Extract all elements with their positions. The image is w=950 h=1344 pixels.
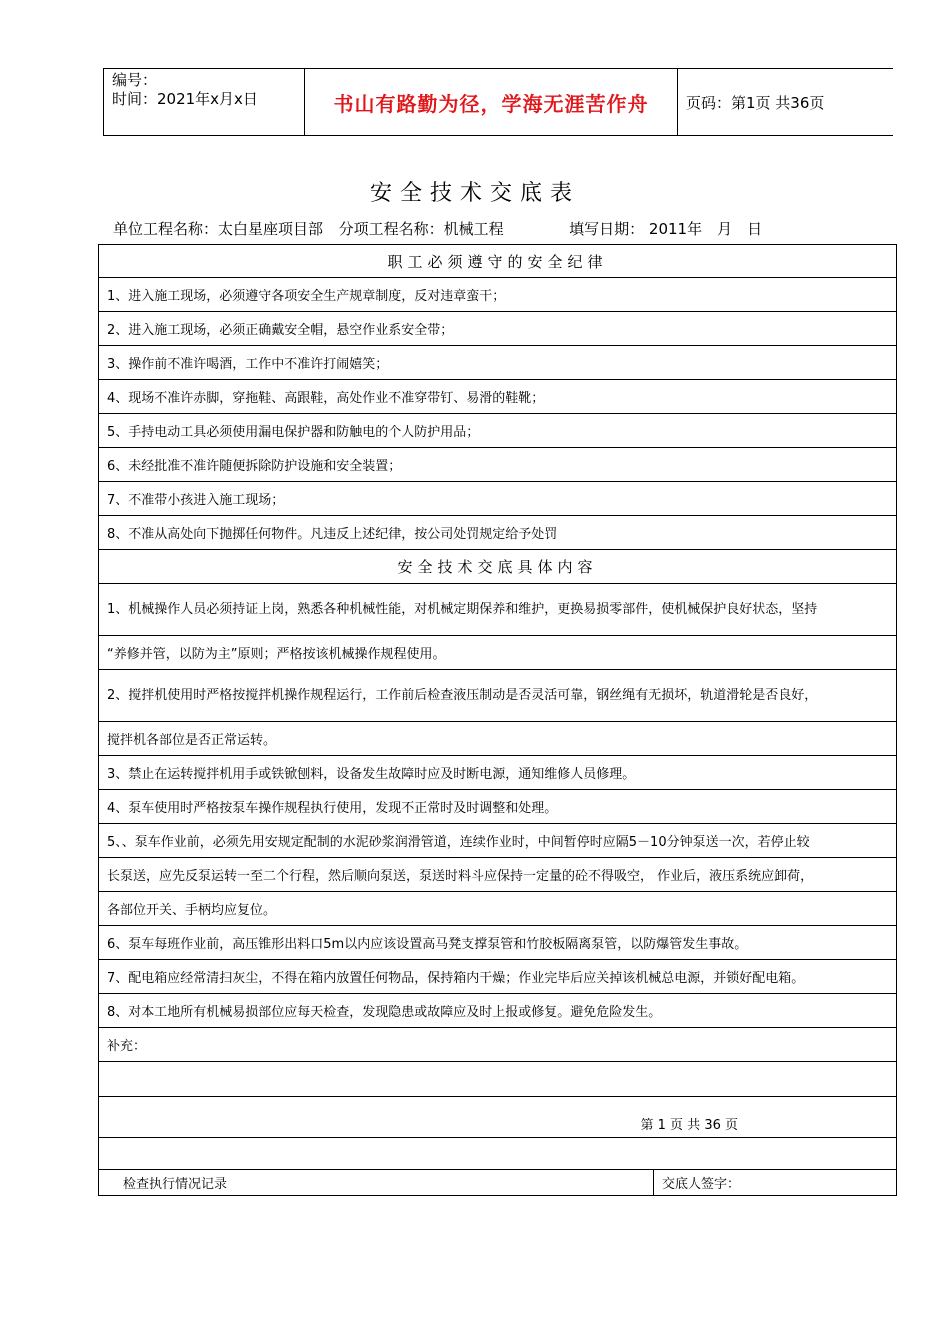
table-row bbox=[99, 380, 897, 414]
discipline-item: 2、进入施工现场，必须正确戴安全帽，悬空作业系安全带； bbox=[99, 312, 897, 346]
content-heading: 安全技术交底具体内容 bbox=[99, 550, 897, 584]
table-row bbox=[99, 824, 897, 858]
table-row bbox=[99, 670, 897, 722]
discipline-heading: 职工必须遵守的安全纪律 bbox=[99, 245, 897, 278]
table-row bbox=[99, 448, 897, 482]
discipline-item: 6、未经批准不准许随便拆除防护设施和安全装置； bbox=[99, 448, 897, 482]
content-item: 4、泵车使用时严格按泵车操作规程执行使用，发现不正常时及时调整和处理。 bbox=[99, 790, 897, 824]
page-footer: 第 1 页 共 36 页 bbox=[99, 1097, 897, 1138]
table-row bbox=[99, 756, 897, 790]
table-row bbox=[99, 722, 897, 756]
discipline-item: 8、不准从高处向下抛掷任何物件。凡违反上述纪律，按公司处罚规定给予处罚 bbox=[99, 516, 897, 550]
discipline-item: 1、进入施工现场，必须遵守各项安全生产规章制度，反对违章蛮干； bbox=[99, 278, 897, 312]
content-item: 8、对本工地所有机械易损部位应每天检查，发现隐患或故障应及时上报或修复。避免危险发生。 bbox=[99, 994, 897, 1028]
content-item: 3、禁止在运转搅拌机用手或铁锨刨料，设备发生故障时应及时断电源，通知维修人员修理。 bbox=[99, 756, 897, 790]
content-item: 2、搅拌机使用时严格按搅拌机操作规程运行，工作前后检查液压制动是否灵活可靠，钢丝绳有无损坏，轨道滑轮是否良好， bbox=[99, 670, 897, 722]
table-row bbox=[99, 636, 897, 670]
content-item: 1、机械操作人员必须持证上岗，熟悉各种机械性能，对机械定期保养和维护，更换易损零部件，使机械保护良好状态，坚持 bbox=[99, 584, 897, 636]
signature-row bbox=[99, 1170, 897, 1196]
table-row bbox=[99, 312, 897, 346]
content-item: “养修并管，以防为主”原则；严格按该机械操作规程使用。 bbox=[99, 636, 897, 670]
content-item: 5、、泵车作业前，必须先用安规定配制的水泥砂浆润滑管道，连续作业时，中间暂停时应隔5－10分钟泵送一次，若停止较 bbox=[99, 824, 897, 858]
blank-row bbox=[99, 1062, 897, 1097]
table-row bbox=[99, 926, 897, 960]
document-title: 安全技术交底表 bbox=[369, 181, 580, 206]
number-label: 编号： bbox=[112, 71, 158, 89]
table-row bbox=[99, 790, 897, 824]
page-footer-row bbox=[99, 1097, 897, 1138]
table-row bbox=[99, 584, 897, 636]
supplement-row bbox=[99, 1028, 897, 1062]
content-item: 长泵送，应先反泵运转一至二个行程，然后顺向泵送，泵送时料斗应保持一定量的砼不得吸空， 作业后，液压系统应卸荷， bbox=[99, 858, 897, 892]
slogan: 书山有路勤为径，学海无涯苦作舟 bbox=[305, 69, 678, 135]
sub-project-name: 分项工程名称：机械工程 bbox=[338, 220, 504, 238]
table-row bbox=[99, 858, 897, 892]
discipline-heading-row bbox=[99, 245, 897, 278]
content-item: 6、泵车每班作业前，高压锥形出料口5m以内应该设置高马凳支撑泵管和竹胶板隔离泵管，以防爆管发生事故。 bbox=[99, 926, 897, 960]
blank-cell bbox=[99, 1138, 897, 1170]
content-item: 搅拌机各部位是否正常运转。 bbox=[99, 722, 897, 756]
discipline-item: 3、操作前不准许喝酒，工作中不准许打闹嬉笑； bbox=[99, 346, 897, 380]
table-row bbox=[99, 414, 897, 448]
table-row bbox=[99, 892, 897, 926]
content-item: 各部位开关、手柄均应复位。 bbox=[99, 892, 897, 926]
blank-row bbox=[99, 1138, 897, 1170]
unit-project-name: 单位工程名称：太白星座项目部 bbox=[113, 220, 324, 238]
content-item: 7、配电箱应经常清扫灰尘，不得在箱内放置任何物品，保持箱内干燥；作业完毕后应关掉该机械总电源，并锁好配电箱。 bbox=[99, 960, 897, 994]
header-box bbox=[103, 68, 893, 136]
blank-cell bbox=[99, 1062, 897, 1097]
discipline-item: 7、不准带小孩进入施工现场； bbox=[99, 482, 897, 516]
content-heading-row bbox=[99, 550, 897, 584]
header-meta bbox=[104, 69, 305, 135]
supplement-label: 补充： bbox=[99, 1028, 897, 1062]
table-row bbox=[99, 346, 897, 380]
time-label: 时间：2021年x月x日 bbox=[112, 90, 258, 108]
table-row bbox=[99, 278, 897, 312]
signer-label: 交底人签字： bbox=[654, 1170, 897, 1196]
inspection-label: 检查执行情况记录 bbox=[99, 1170, 654, 1196]
safety-table bbox=[98, 244, 897, 1196]
table-row bbox=[99, 516, 897, 550]
info-line bbox=[113, 218, 762, 239]
fill-date: 填写日期： 2011年 月 日 bbox=[569, 220, 763, 238]
discipline-item: 5、手持电动工具必须使用漏电保护器和防触电的个人防护用品； bbox=[99, 414, 897, 448]
table-row bbox=[99, 994, 897, 1028]
table-row bbox=[99, 960, 897, 994]
page-code: 页码：第1页 共36页 bbox=[686, 93, 825, 112]
table-row bbox=[99, 482, 897, 516]
discipline-item: 4、现场不准许赤脚，穿拖鞋、高跟鞋，高处作业不准穿带钉、易滑的鞋靴； bbox=[99, 380, 897, 414]
